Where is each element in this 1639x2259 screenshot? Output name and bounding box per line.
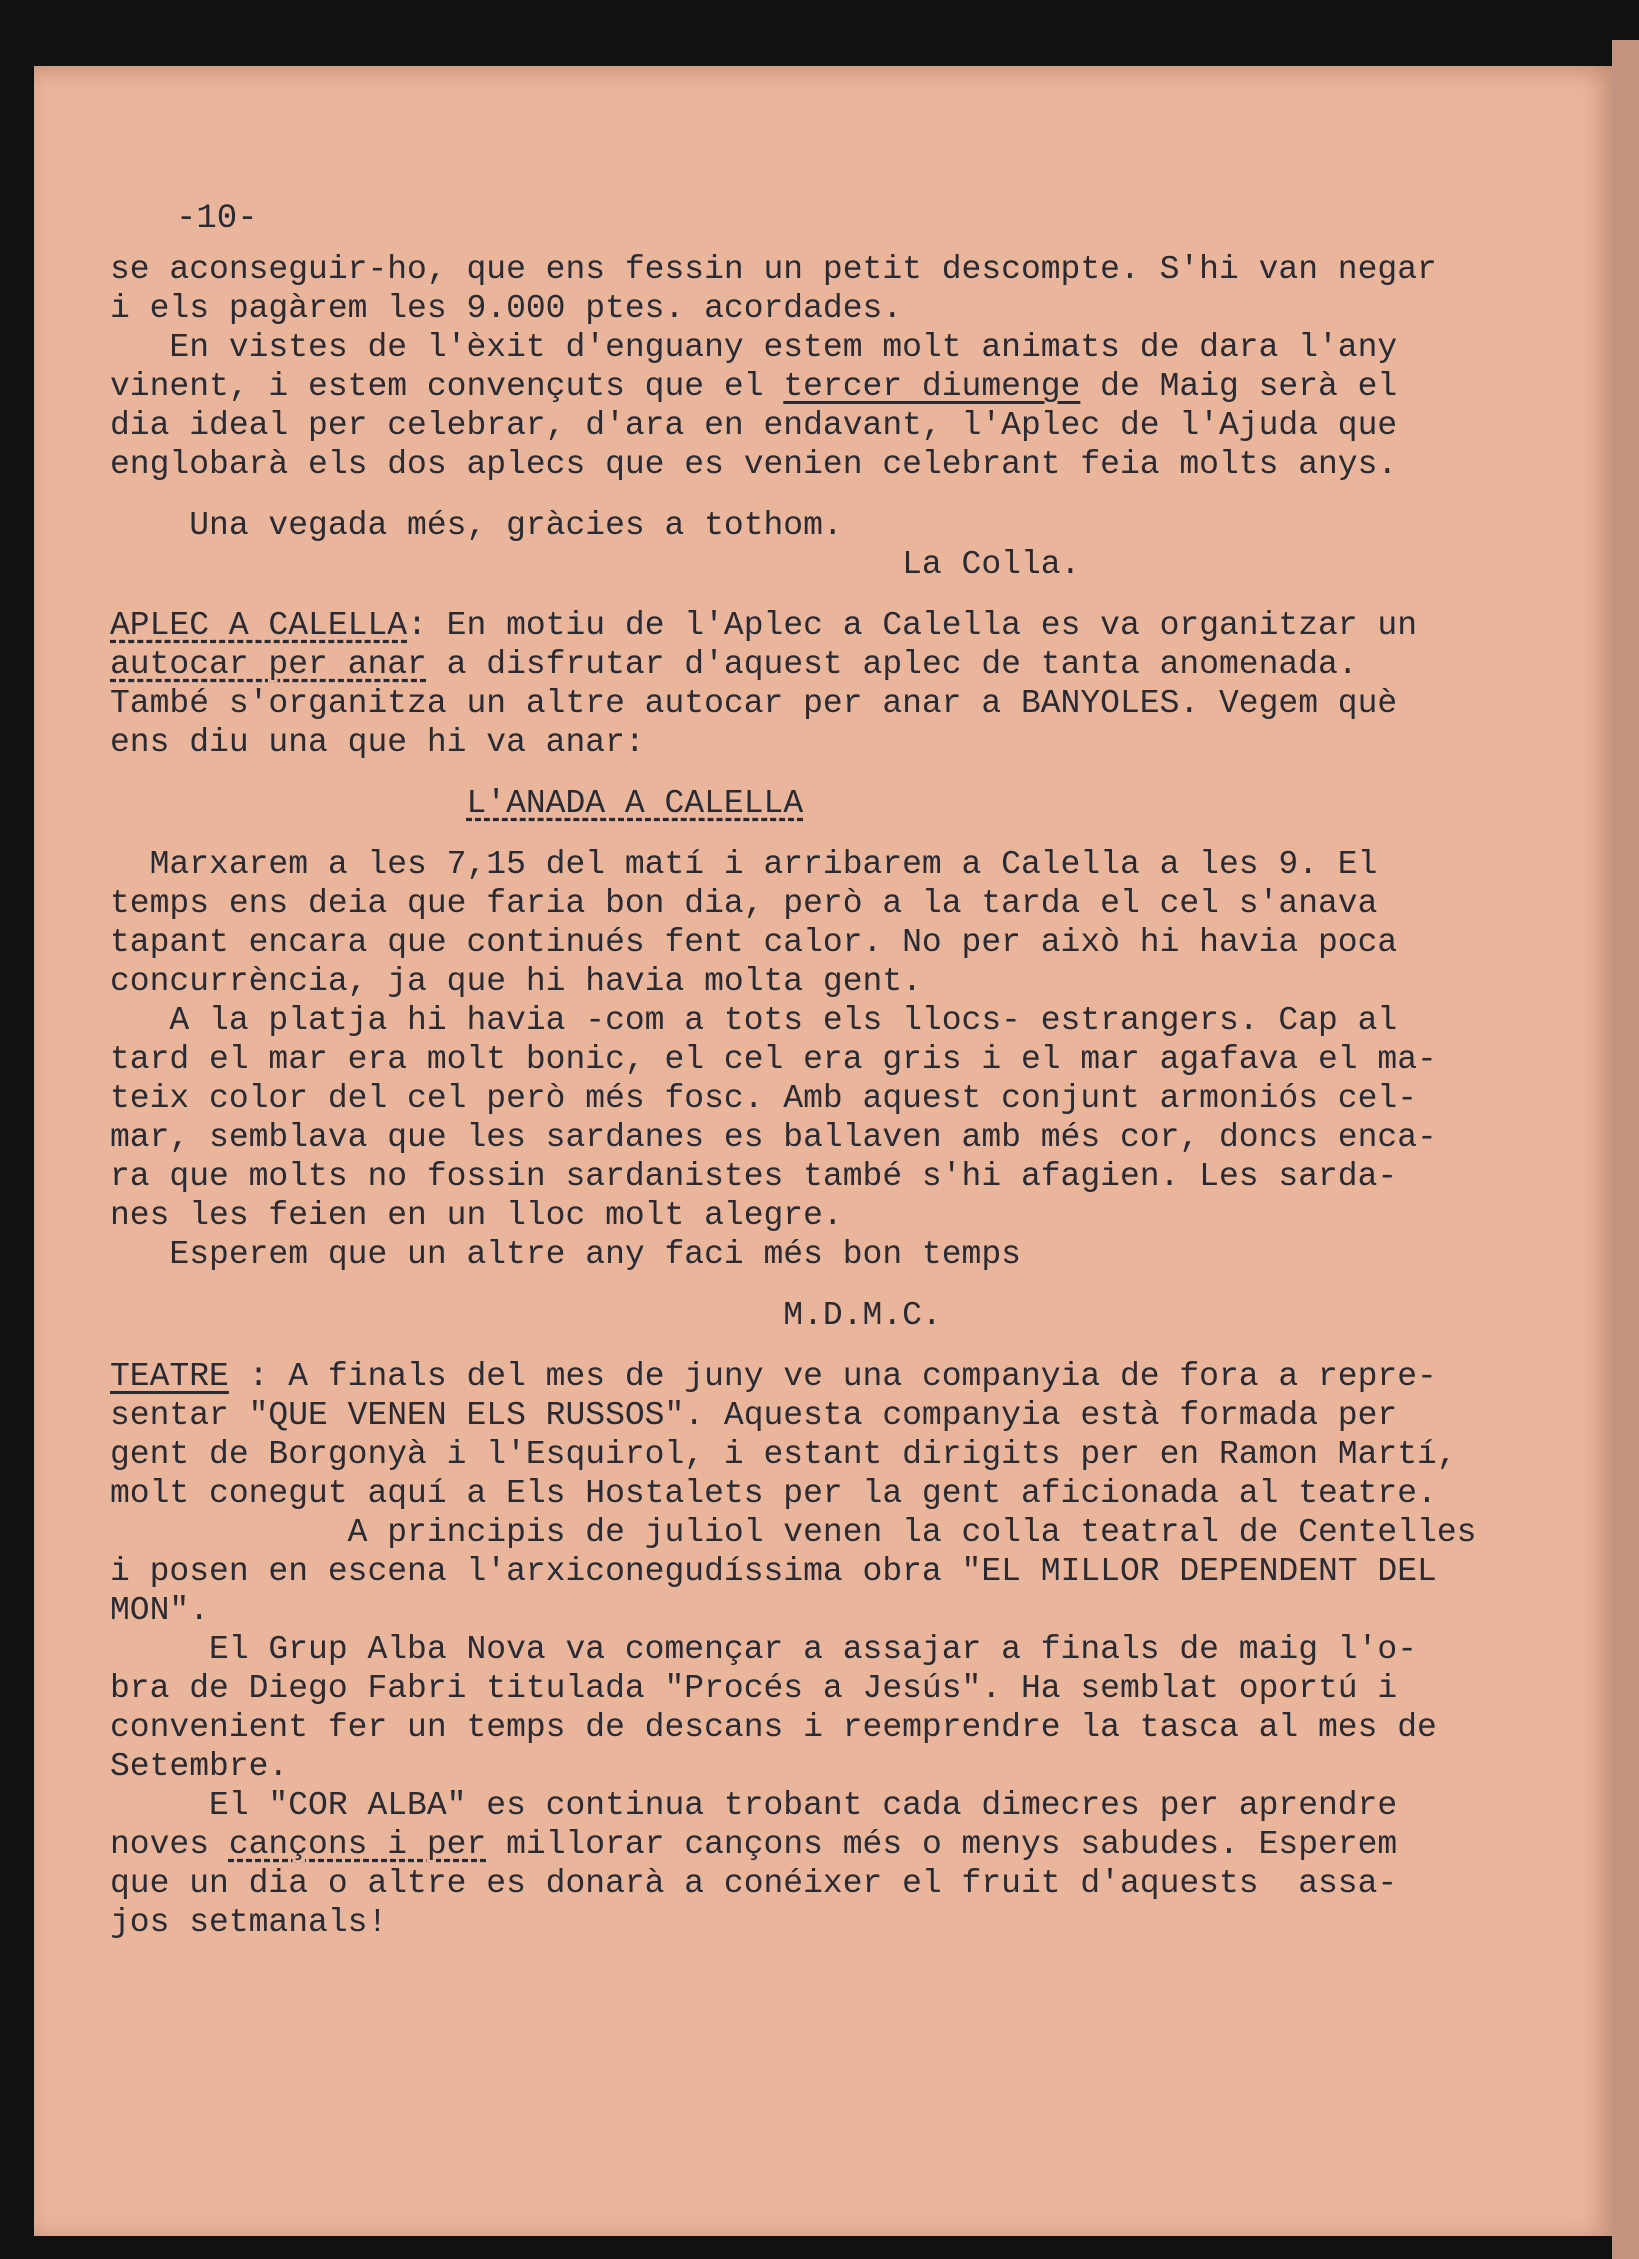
text-line: Esperem que un altre any faci més bon temps <box>110 1236 1021 1273</box>
text-line: tapant encara que continués fent calor. No per això hi havia poca <box>110 924 1398 961</box>
underlined-phrase: L'ANADA A CALELLA <box>466 785 804 822</box>
underlined-phrase: tercer diumenge <box>783 368 1081 405</box>
text-line: mar, semblava que les sardanes es ballaven amb més cor, doncs enca- <box>110 1119 1437 1156</box>
text-line: A principis de juliol venen la colla teatral de Centelles <box>110 1514 1477 1551</box>
page-number: -10- <box>176 200 258 238</box>
text-line: gent de Borgonyà i l'Esquirol, i estant dirigits per en Ramon Martí, <box>110 1436 1457 1473</box>
text-line: autocar per anar a disfrutar d'aquest aplec de tanta anomenada. <box>110 646 1358 683</box>
text-line: MON". <box>110 1592 210 1629</box>
text-line: A la platja hi havia -com a tots els llocs- estrangers. Cap al <box>110 1002 1398 1039</box>
text-line <box>110 1335 1550 1357</box>
text-line: Una vegada més, gràcies a tothom. <box>110 507 843 544</box>
text-line <box>110 1274 1550 1296</box>
text-line: jos setmanals! <box>110 1904 388 1941</box>
text-line: bra de Diego Fabri titulada "Procés a Jesús". Ha semblat oportú i <box>110 1670 1398 1707</box>
text-line: i els pagàrem les 9.000 ptes. acordades. <box>110 290 903 327</box>
text-line: dia ideal per celebrar, d'ara en endavant, l'Aplec de l'Ajuda que <box>110 407 1398 444</box>
text-line: També s'organitza un altre autocar per anar a BANYOLES. Vegem què <box>110 685 1398 722</box>
text-line: convenient fer un temps de descans i reemprendre la tasca al mes de <box>110 1709 1437 1746</box>
text-line <box>110 823 1550 845</box>
text-line: vinent, i estem convençuts que el tercer diumenge de Maig serà el <box>110 368 1398 405</box>
text-line: nes les feien en un lloc molt alegre. <box>110 1197 843 1234</box>
text-line: El Grup Alba Nova va començar a assajar a finals de maig l'o- <box>110 1631 1418 1668</box>
text-line <box>110 484 1550 506</box>
text-line: englobarà els dos aplecs que es venien celebrant feia molts anys. <box>110 446 1398 483</box>
text-line: El "COR ALBA" es continua trobant cada dimecres per aprendre <box>110 1787 1398 1824</box>
text-line: que un dia o altre es donarà a conéixer el fruit d'aquests assa- <box>110 1865 1398 1902</box>
text-line: noves cançons i per millorar cançons més o menys sabudes. Esperem <box>110 1826 1398 1863</box>
text-line: teix color del cel però més fosc. Amb aquest conjunt armoniós cel- <box>110 1080 1418 1117</box>
page-body <box>110 250 1550 1942</box>
text-line <box>110 762 1550 784</box>
text-line: Setembre. <box>110 1748 289 1785</box>
text-line: M.D.M.C. <box>110 1297 942 1334</box>
text-line: tard el mar era molt bonic, el cel era gris i el mar agafava el ma- <box>110 1041 1437 1078</box>
text-line: concurrència, ja que hi havia molta gent. <box>110 963 922 1000</box>
text-line: se aconseguir-ho, que ens fessin un petit descompte. S'hi van negar <box>110 251 1437 288</box>
text-line: La Colla. <box>110 546 1081 583</box>
text-line: sentar "QUE VENEN ELS RUSSOS". Aquesta companyia està formada per <box>110 1397 1398 1434</box>
text-line: molt conegut aquí a Els Hostalets per la gent aficionada al teatre. <box>110 1475 1437 1512</box>
text-line: En vistes de l'èxit d'enguany estem molt animats de dara l'any <box>110 329 1398 366</box>
underlined-phrase: autocar per anar <box>110 646 427 683</box>
text-line <box>110 784 1550 823</box>
text-line: i posen en escena l'arxiconegudíssima obra "EL MILLOR DEPENDENT DEL <box>110 1553 1437 1590</box>
text-line: temps ens deia que faria bon dia, però a la tarda el cel s'anava <box>110 885 1378 922</box>
text-line: TEATRE : A finals del mes de juny ve una companyia de fora a repre- <box>110 1358 1437 1395</box>
text-line: Marxarem a les 7,15 del matí i arribarem a Calella a les 9. El <box>110 846 1378 883</box>
text-line: ens diu una que hi va anar: <box>110 724 645 761</box>
text-line: APLEC A CALELLA: En motiu de l'Aplec a Calella es va organitzar un <box>110 607 1418 644</box>
book-spine-edge <box>1612 40 1639 2259</box>
underlined-phrase: cançons i per <box>228 1826 487 1863</box>
underlined-phrase: TEATRE <box>110 1358 229 1395</box>
text-line <box>110 584 1550 606</box>
underlined-phrase: APLEC A CALELLA <box>110 607 408 644</box>
text-line: ra que molts no fossin sardanistes també s'hi afagien. Les sarda- <box>110 1158 1398 1195</box>
